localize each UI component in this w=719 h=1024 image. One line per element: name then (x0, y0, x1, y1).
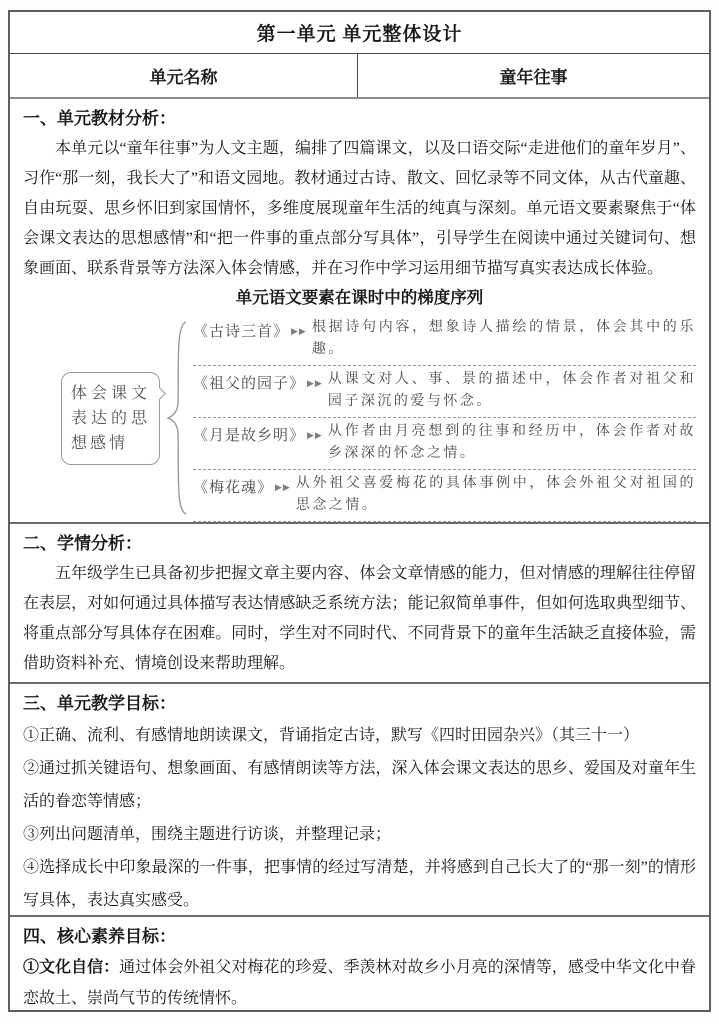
lesson-desc: 从作者由月亮想到的往事和经历中，体会作者对故乡深深的怀念之情。 (327, 424, 696, 461)
unit-design-table (8, 10, 711, 1012)
section-learner-analysis (10, 524, 709, 684)
diagram-title: 单元语文要素在课时中的梯度序列 (235, 288, 484, 307)
curly-brace-icon (166, 319, 188, 517)
lesson-desc: 从外祖父喜爱梅花的具体事例中，体会外祖父对祖国的思念之情。 (295, 476, 696, 513)
teaching-goal-item: ④选择成长中印象最深的一件事，把事情的经过写清楚，并将感到自己长大了的“那一刻”的情形写具体，表达真实感受。 (23, 859, 696, 909)
lesson-title: 《古诗三首》 (193, 324, 290, 340)
diagram-item-list (193, 314, 696, 522)
section-material-analysis (10, 99, 709, 524)
teaching-goal-item: ①正确、流利、有感情地朗读课文，背诵指定古诗，默写《四时田园杂兴》（其三十一） (23, 727, 640, 744)
table-title-row (10, 12, 709, 54)
lesson-desc: 根据诗句内容，想象诗人描绘的情景，体会其中的乐趣。 (311, 320, 696, 357)
unit-label-cell (10, 54, 358, 97)
learner-analysis-paragraph: 五年级学生已具备初步把握文章主要内容、体会文章情感的能力，但对情感的理解往往停留在表层，对如何通过具体描写表达情感缺乏系统方法；能记叙简单事件，但如何选取典型细节、将重点部分写具体存在困难。同时，学生对不同时代、不同背景下的童年生活缺乏直接体验，需借助资料补充、情境创设来帮助理解。 (23, 565, 696, 672)
page-title: 第一单元 单元整体设计 (256, 24, 463, 45)
double-arrow-icon: ▶▶ (307, 430, 323, 440)
focus-bubble (61, 372, 160, 465)
unit-name: 童年往事 (499, 68, 568, 87)
diagram-item-meihuahun (193, 470, 696, 522)
focus-bubble-text: 体会课文表达的思想感情 (71, 384, 150, 452)
unit-name-row (10, 54, 709, 99)
diagram-item-yueshiguxiangming (193, 418, 696, 470)
double-arrow-icon: ▶▶ (275, 482, 291, 492)
section-core-literacy (10, 917, 709, 1010)
core-literacy-label: ①文化自信： (23, 959, 120, 976)
material-analysis-paragraph: 本单元以“童年往事”为人文主题，编排了四篇课文，以及口语交际“走进他们的童年岁月”、习作“那一刻，我长大了”和语文园地。教材通过古诗、散文、回忆录等不同文体，从古代童趣、自由玩耍、思乡怀旧到家国情怀，多维度展现童年生活的纯真与深刻。单元语文要素聚焦于“体会课文表达的思想感情”和“把一件事的重点部分写具体”，引导学生在阅读中通过关键词句、想象画面、联系背景等方法深入体会情感，并在习作中学习运用细节描写真实表达成长体验。 (23, 140, 696, 277)
core-literacy-text: 通过体会外祖父对梅花的珍爱、季羡林对故乡小月亮的深情等，感受中华文化中眷恋故土、崇尚气节的传统情怀。 (23, 959, 696, 1007)
teaching-goal-item: ③列出问题清单，围绕主题进行访谈，并整理记录； (23, 826, 392, 843)
teaching-goal-item: ②通过抓关键语句、想象画面、有感情朗读等方法，深入体会课文表达的思乡、爱国及对童年生活的眷恋等情感； (23, 760, 696, 810)
unit-label: 单元名称 (149, 68, 218, 87)
core-literacy-item (23, 952, 696, 1010)
section-heading: 一、单元教材分析： (23, 109, 176, 128)
diagram-item-zufudeyuanzi (193, 366, 696, 418)
lesson-title: 《梅花魂》 (193, 480, 274, 496)
unit-name-cell (358, 54, 709, 97)
section-heading: 四、核心素养目标： (23, 927, 176, 946)
double-arrow-icon: ▶▶ (307, 378, 323, 388)
double-arrow-icon: ▶▶ (291, 326, 307, 336)
lesson-title: 《月是故乡明》 (193, 428, 306, 444)
section-heading: 三、单元教学目标： (23, 694, 176, 713)
lesson-title: 《祖父的园子》 (193, 376, 306, 392)
section-teaching-goals (10, 684, 709, 917)
element-gradient-diagram (23, 312, 696, 522)
section-heading: 二、学情分析： (23, 534, 142, 553)
lesson-desc: 从课文对人、事、景的描述中，体会作者对祖父和园子深沉的爱与怀念。 (327, 372, 696, 409)
diagram-item-gushisanshou (193, 314, 696, 366)
